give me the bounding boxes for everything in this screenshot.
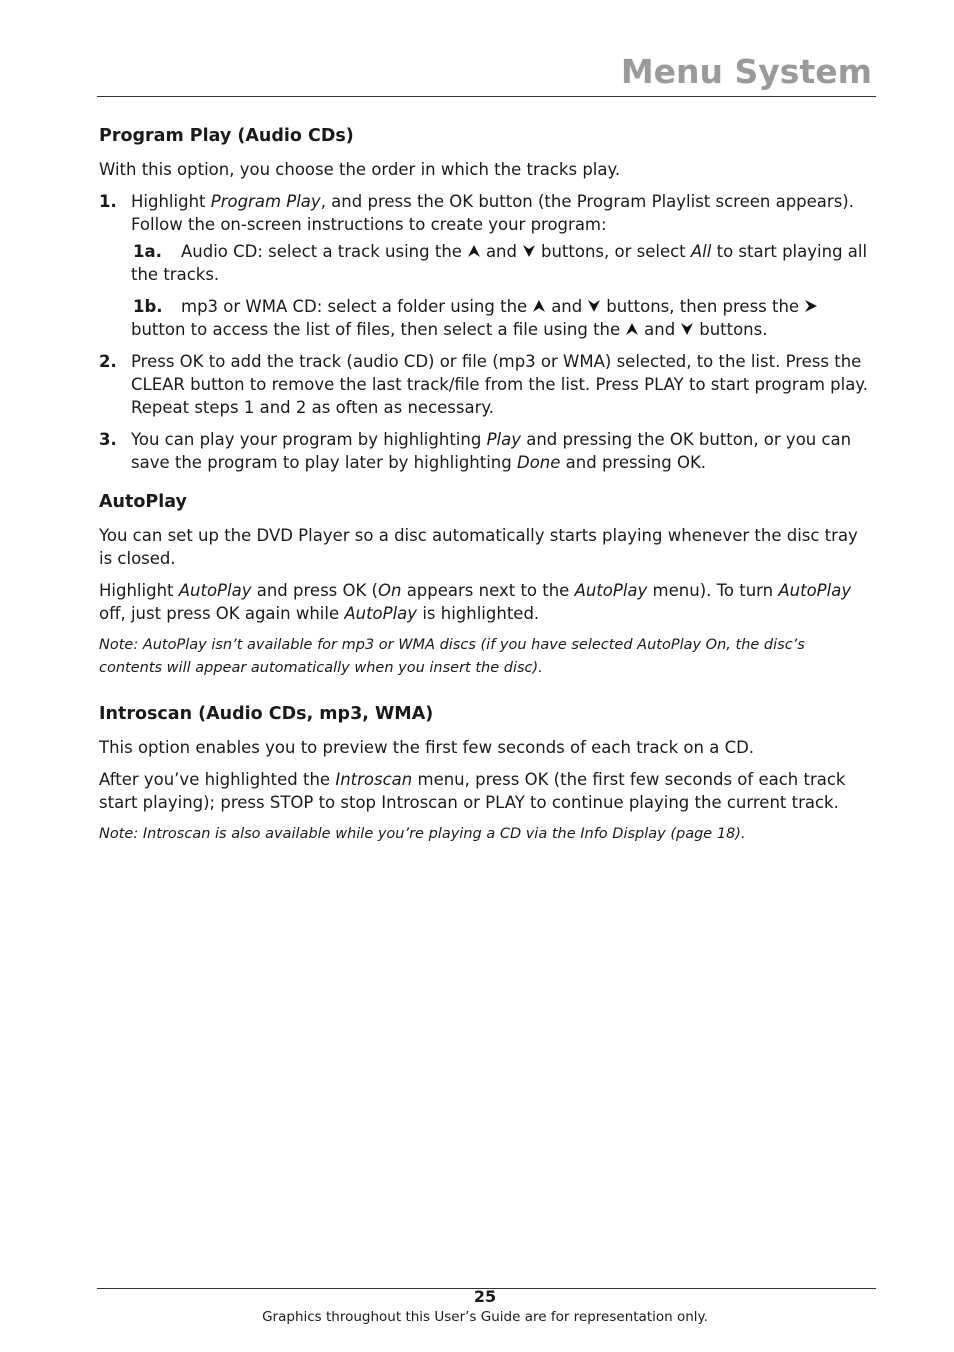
step-text: Highlight xyxy=(131,192,211,211)
step-emphasis: All xyxy=(690,242,712,261)
up-arrow-icon xyxy=(625,322,639,336)
text: After you’ve highlighted the xyxy=(99,770,336,789)
emphasis: On xyxy=(378,581,402,600)
autoplay-paragraph-2 xyxy=(99,579,871,625)
substep-number: 1b. xyxy=(133,297,163,316)
step-text: buttons, then press the xyxy=(606,297,800,316)
main-content xyxy=(99,124,871,861)
step-number: 1. xyxy=(99,192,117,211)
step-text: and pressing OK. xyxy=(560,453,707,472)
section-heading-autoplay: AutoPlay xyxy=(99,492,187,512)
step-text: and xyxy=(644,320,676,339)
emphasis: AutoPlay xyxy=(344,604,418,623)
step-emphasis: Play xyxy=(486,430,521,449)
text: is highlighted. xyxy=(417,604,540,623)
substep-number: 1a. xyxy=(133,242,162,261)
step-emphasis: Program Play xyxy=(210,192,321,211)
down-arrow-icon xyxy=(680,322,694,336)
step-number: 3. xyxy=(99,430,117,449)
up-arrow-icon xyxy=(532,299,546,313)
autoplay-paragraph-1: You can set up the DVD Player so a disc automatically starts playing whenever the disc tray is closed. xyxy=(99,526,858,568)
step-text: and xyxy=(551,297,583,316)
page-number: 25 xyxy=(473,1287,497,1306)
introscan-paragraph-2 xyxy=(99,768,871,814)
section-heading-program-play: Program Play (Audio CDs) xyxy=(99,126,354,146)
introscan-paragraph-1: This option enables you to preview the first few seconds of each track on a CD. xyxy=(99,738,755,757)
emphasis: AutoPlay xyxy=(778,581,852,600)
step-text: Audio CD: select a track using the xyxy=(181,242,462,261)
down-arrow-icon xyxy=(587,299,601,313)
section-heading-introscan: Introscan (Audio CDs, mp3, WMA) xyxy=(99,704,434,724)
text: Highlight xyxy=(99,581,179,600)
page-title: Menu System xyxy=(620,52,872,91)
step-text: button to access the list of files, then select a file using the xyxy=(131,320,621,339)
step-text: and xyxy=(485,242,517,261)
step-2 xyxy=(99,350,871,419)
step-text: to start playing all the tracks. xyxy=(131,242,868,284)
step-number: 2. xyxy=(99,352,117,371)
program-play-intro: With this option, you choose the order in which the tracks play. xyxy=(99,160,621,179)
step-text: Press OK to add the track (audio CD) or file (mp3 or WMA) selected, to the list. Press the CLEAR button to remove the last track/file from the list. Press PLAY to start program play. Repeat steps 1 and 2 as often as necessary. xyxy=(131,352,868,417)
down-arrow-icon xyxy=(522,244,536,258)
step-text: buttons. xyxy=(699,320,768,339)
text: menu). To turn xyxy=(647,581,779,600)
step-text: and pressing the OK button, or you can save the program to play later by highlighting xyxy=(131,430,852,472)
emphasis: AutoPlay xyxy=(178,581,252,600)
step-1b xyxy=(131,295,871,341)
step-emphasis: Done xyxy=(517,453,561,472)
step-1a xyxy=(131,240,871,286)
step-text: You can play your program by highlighting xyxy=(131,430,487,449)
step-text: , and press the OK button (the Program Playlist screen appears). Follow the on-screen instructions to create your program: xyxy=(131,192,854,234)
header-divider xyxy=(97,96,876,97)
text: off, just press OK again while xyxy=(99,604,345,623)
emphasis: AutoPlay xyxy=(574,581,648,600)
right-arrow-icon xyxy=(804,299,818,313)
step-text: buttons, or select xyxy=(540,242,691,261)
text: appears next to the xyxy=(401,581,575,600)
emphasis: Introscan xyxy=(335,770,413,789)
introscan-note: Note: Introscan is also available while you’re playing a CD via the Info Display (page 18). xyxy=(99,826,746,842)
text: and press OK ( xyxy=(251,581,378,600)
autoplay-note: Note: AutoPlay isn’t available for mp3 or WMA discs (if you have selected AutoPlay On, the disc’s contents will appear automatically when you insert the disc). xyxy=(99,637,805,676)
step-3 xyxy=(99,428,871,474)
footer-disclaimer: Graphics throughout this User’s Guide are for representation only. xyxy=(262,1309,708,1325)
text: menu, press OK (the first few seconds of each track start playing); press STOP to stop Introscan or PLAY to continue playing the current track. xyxy=(99,770,846,812)
step-text: mp3 or WMA CD: select a folder using the xyxy=(181,297,528,316)
up-arrow-icon xyxy=(467,244,481,258)
step-1 xyxy=(99,190,871,341)
